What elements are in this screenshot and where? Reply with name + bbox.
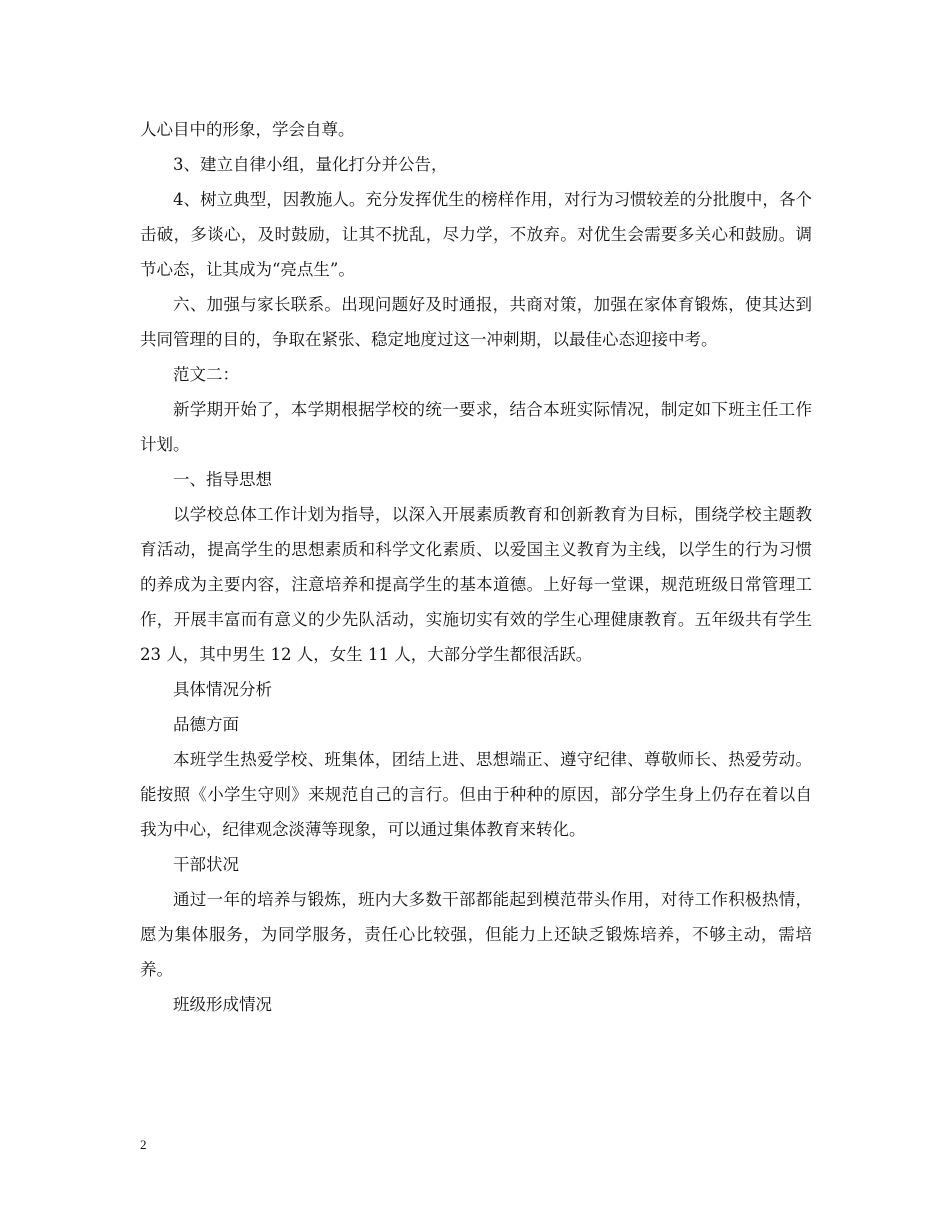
- section-heading: 品德方面: [173, 715, 239, 734]
- section-heading: 具体情况分析: [173, 680, 272, 699]
- paragraph: 六、加强与家长联系。出现问题好及时通报，共商对策，加强在家体育锻炼，使其达到共同管理的目的，争取在紧张、稳定地度过这一冲刺期，以最佳心态迎接中考。: [140, 295, 812, 349]
- section-heading: 班级形成情况: [173, 995, 272, 1014]
- paragraph: 3、建立自律小组，量化打分并公告，: [173, 155, 448, 174]
- paragraph: 4、树立典型，因教施人。充分发挥优生的榜样作用，对行为习惯较差的分批腹中，各个击破，多谈心，及时鼓励，让其不扰乱，尽力学，不放弃。对优生会需要多关心和鼓励。调节心态，让其成为“亮点生”。: [140, 190, 812, 279]
- section-heading: 范文二：: [173, 365, 239, 384]
- section-heading: 干部状况: [173, 855, 239, 874]
- paragraph: 新学期开始了，本学期根据学校的统一要求，结合本班实际情况，制定如下班主任工作计划。: [140, 400, 812, 454]
- page-number: 2: [140, 1137, 147, 1152]
- paragraph: 人心目中的形象，学会自尊。: [140, 120, 355, 139]
- paragraph: 通过一年的培养与锻炼，班内大多数干部都能起到模范带头作用，对待工作积极热情，愿为集体服务，为同学服务，责任心比较强，但能力上还缺乏锻炼培养，不够主动，需培养。: [140, 890, 812, 979]
- section-heading: 一、指导思想: [173, 470, 272, 489]
- document-body: [140, 112, 812, 1022]
- paragraph: 本班学生热爱学校、班集体，团结上进、思想端正、遵守纪律、尊敬师长、热爱劳动。能按照《小学生守则》来规范自己的言行。但由于种种的原因，部分学生身上仍存在着以自我为中心，纪律观念淡薄等现象，可以通过集体教育来转化。: [140, 750, 812, 839]
- paragraph: 以学校总体工作计划为指导，以深入开展素质教育和创新教育为目标，围绕学校主题教育活动，提高学生的思想素质和科学文化素质、以爱国主义教育为主线，以学生的行为习惯的养成为主要内容，注意培养和提高学生的基本道德。上好每一堂课，规范班级日常管理工作，开展丰富而有意义的少先队活动，实施切实有效的学生心理健康教育。五年级共有学生 23 人，其中男生 12 人，女生 11 人，大部分学生都很活跃。: [140, 505, 812, 664]
